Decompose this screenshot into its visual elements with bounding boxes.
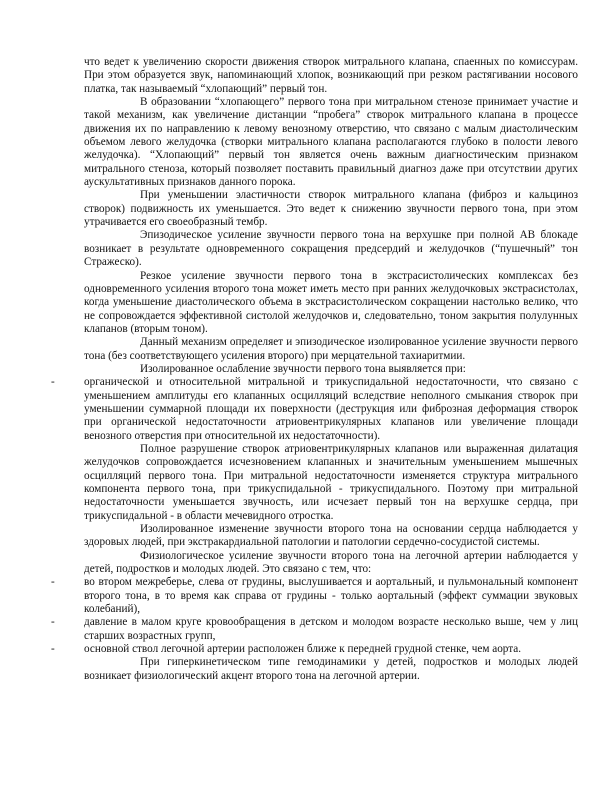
bullet-dash: -: [51, 616, 55, 629]
paragraph: Изолированное изменение звучности второго тона на основании сердца наблюдается у здоровых людей, при экстракардиальной патологии и патологии сердечно-сосудистой системы.: [84, 523, 578, 549]
bullet-item: [51, 643, 578, 656]
paragraph: что ведет к увеличению скорости движения створок митрального клапана, спаенных по комиссурам. При этом образуется звук, напоминающий хлопок, возникающий при резком растягивании носового платка, так называемый “хлопающий” первый тон.: [84, 56, 578, 95]
bullet-text: во втором межреберье, слева от грудины, выслушивается и аортальный, и пульмональный компонент второго тона, в то время как справа от грудины - только аортальный (эффект суммации звуковых колебаний),: [84, 576, 578, 616]
paragraph: Изолированное ослабление звучности первого тона выявляется при:: [140, 362, 466, 375]
bullet-text: органической и относительной митральной и трикуспидальной недостаточности, что связано с уменьшением амплитуды его клапанных осцилляций вследствие неполного смыкания створок при уменьшении суммарной площади их поверхности (деструкция или фиброзная деформация створок при органической недостаточности атриовентрикулярных клапанов или увеличение площади венозного отверстия при относительной их недостаточности).: [84, 376, 578, 442]
bullet-dash: -: [51, 643, 55, 656]
bullet-item: [51, 576, 578, 616]
paragraph: Эпизодическое усиление звучности первого тона на верхушке при полной АВ блокаде возникает в результате одновременного сокращения предсердий и желудочков (“пушечный” тон Стражеско).: [84, 229, 578, 269]
bullet-text: давление в малом круге кровообращения в детском и молодом возрасте несколько выше, чем у лиц старших возрастных групп,: [84, 616, 578, 642]
paragraph: При гиперкинетическом типе гемодинамики у детей, подростков и молодых людей возникает физиологический акцент второго тона на легочной артерии.: [84, 656, 578, 682]
bullet-item: [51, 616, 578, 643]
document-page: [51, 56, 578, 683]
paragraph: При уменьшении эластичности створок митрального клапана (фиброз и кальциноз створок) подвижность их уменьшается. Это ведет к снижению звучности первого тона, при этом утрачивается его своеобразный тембр.: [84, 189, 578, 229]
paragraph: В образовании “хлопающего” первого тона при митральном стенозе принимает участие и такой механизм, как увеличение дистанции “пробега” створок митрального клапана в процессе движения их по направлению к левому венозному отверстию, что связано с малым диастолическим объемом левого желудочка (створки митрального клапана располагаются глубоко в полости левого желудочка). “Хлопающий” первый тон является очень важным диагностическим признаком митрального стеноза, который позволяет поставить правильный диагноз даже при отсутствии других аускультативных признаков данного порока.: [84, 96, 578, 189]
paragraph: Данный механизм определяет и эпизодическое изолированное усиление звучности первого тона (без соответствующего усиления второго) при мерцательной тахиаритмии.: [84, 336, 578, 362]
paragraph: Полное разрушение створок атриовентрикулярных клапанов или выраженная дилатация желудочков сопровождается исчезновением клапанных и значительным уменьшением мышечных осцилляций первого тона. При митральной недостаточности изменяется структура митрального компонента первого тона, при трикуспидальной - трикуспидального. Поэтому при митральной недостаточности уменьшается звучность, или исчезает первый тон на верхушке сердца, при трикуспидальной - в области мечевидного отростка.: [84, 442, 578, 522]
bullet-item: [51, 376, 578, 443]
bullet-text: основной ствол легочной артерии расположен ближе к передней грудной стенке, чем аорта.: [84, 643, 522, 656]
bullet-dash: -: [51, 376, 55, 389]
bullet-dash: -: [51, 576, 55, 589]
paragraph: Физиологическое усиление звучности второго тона на легочной артерии наблюдается у детей, подростков и молодых людей. Это связано с тем, что:: [84, 549, 578, 576]
paragraph: Резкое усиление звучности первого тона в экстрасистолических комплексах без одновременного усиления второго тона может иметь место при ранних желудочковых экстрасистолах, когда уменьшение диастолического объема в экстрасистолическом сокращении настолько велико, что не сопровождается эффективной систолой желудочков и, следовательно, тоном закрытия полулунных клапанов (вторым тоном).: [84, 269, 578, 335]
